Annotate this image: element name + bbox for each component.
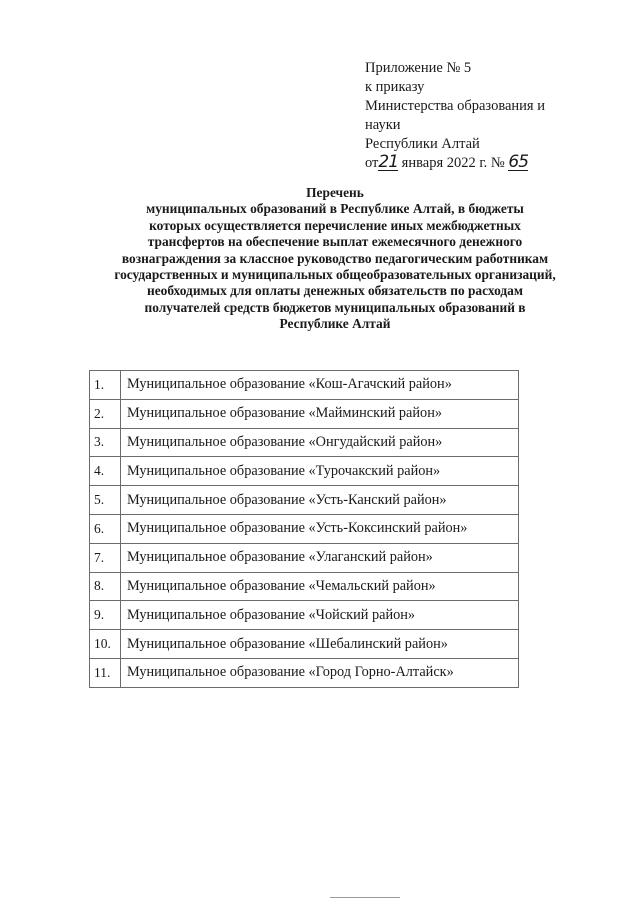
annex-ministry-cont: науки — [365, 117, 401, 133]
row-municipality: Муниципальное образование «Усть-Коксинский район» — [121, 514, 519, 543]
row-number: 8. — [90, 572, 121, 601]
row-municipality: Муниципальное образование «Усть-Канский район» — [121, 486, 519, 515]
handwritten-day: 21 — [378, 152, 399, 172]
title-line: вознаграждения за классное руководство педагогическим работникам — [121, 250, 549, 266]
table-row — [90, 572, 519, 601]
table-row — [90, 543, 519, 572]
row-municipality: Муниципальное образование «Чойский район» — [121, 601, 519, 630]
table-row — [90, 428, 519, 457]
annex-order-ref: к приказу — [365, 79, 425, 95]
title-line: необходимых для оплаты денежных обязательств по расходам — [147, 283, 523, 299]
row-number: 7. — [90, 543, 121, 572]
handwritten-order-number: 65 — [508, 152, 529, 172]
date-prefix: от — [365, 155, 379, 171]
row-municipality: Муниципальное образование «Онгудайский район» — [121, 428, 519, 457]
row-municipality: Муниципальное образование «Чемальский район» — [121, 572, 519, 601]
annex-republic: Республики Алтай — [365, 136, 480, 152]
table-row — [90, 658, 519, 687]
scan-artifact — [330, 897, 400, 898]
row-number: 3. — [90, 428, 121, 457]
annex-ministry: Министерства образования и — [365, 98, 545, 114]
title-line: государственных и муниципальных общеобразовательных организаций, — [114, 267, 556, 283]
row-municipality: Муниципальное образование «Турочакский район» — [121, 457, 519, 486]
annex-header — [365, 59, 595, 173]
table-row — [90, 457, 519, 486]
row-number: 11. — [90, 658, 121, 687]
row-municipality: Муниципальное образование «Улаганский район» — [121, 543, 519, 572]
row-number: 9. — [90, 601, 121, 630]
date-rest: января 2022 г. № — [398, 155, 509, 171]
annex-title: Приложение № 5 — [365, 60, 472, 76]
row-municipality: Муниципальное образование «Шебалинский район» — [121, 630, 519, 659]
row-number: 4. — [90, 457, 121, 486]
title-line: Республике Алтай — [279, 316, 391, 332]
title-line: муниципальных образований в Республике Алтай, в бюджеты — [146, 201, 524, 217]
title-line: трансфертов на обеспечение выплат ежемесячного денежного — [147, 234, 523, 250]
row-number: 10. — [90, 630, 121, 659]
row-municipality: Муниципальное образование «Майминский район» — [121, 399, 519, 428]
table-row — [90, 514, 519, 543]
table-row — [90, 399, 519, 428]
annex-date-line — [365, 154, 595, 173]
title-line: которых осуществляется перечисление иных межбюджетных — [149, 217, 521, 233]
table-row — [90, 601, 519, 630]
document-title — [80, 185, 590, 333]
table-row — [90, 486, 519, 515]
municipalities-table — [89, 370, 519, 688]
row-number: 5. — [90, 486, 121, 515]
row-number: 6. — [90, 514, 121, 543]
title-line: получателей средств бюджетов муниципальных образований в — [144, 299, 526, 315]
table-row — [90, 630, 519, 659]
title-heading: Перечень — [306, 185, 364, 200]
row-municipality: Муниципальное образование «Город Горно-Алтайск» — [121, 658, 519, 687]
table-row — [90, 371, 519, 400]
row-number: 2. — [90, 399, 121, 428]
row-number: 1. — [90, 371, 121, 400]
row-municipality: Муниципальное образование «Кош-Агачский район» — [121, 371, 519, 400]
